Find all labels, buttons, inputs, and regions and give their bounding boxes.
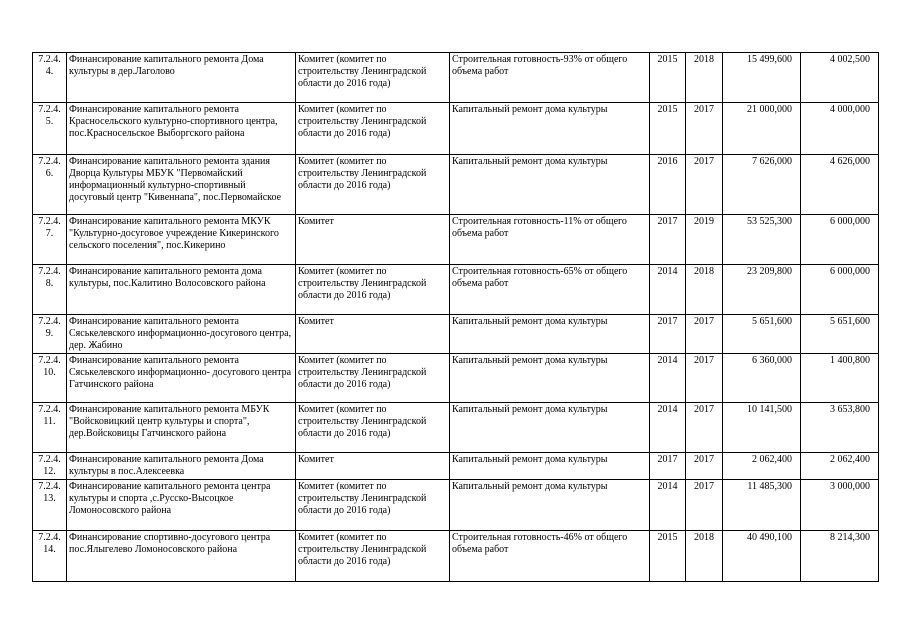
- executor-cell: Комитет (комитет по строительству Ленинградской области до 2016 года): [296, 53, 450, 103]
- expected-result-cell: Строительная готовность-46% от общего объема работ: [450, 531, 650, 582]
- expected-result-cell: Капитальный ремонт дома культуры: [450, 155, 650, 215]
- start-year-cell: 2017: [650, 315, 686, 354]
- funding-amount-cell: 3 000,000: [801, 480, 879, 531]
- expected-result-cell: Капитальный ремонт дома культуры: [450, 480, 650, 531]
- end-year-cell: 2017: [686, 403, 723, 453]
- table-row: [33, 315, 879, 354]
- table-row: [33, 531, 879, 582]
- executor-cell: Комитет (комитет по строительству Ленинградской области до 2016 года): [296, 265, 450, 315]
- table-row: [33, 103, 879, 155]
- total-cost-cell: 5 651,600: [723, 315, 801, 354]
- event-name-cell: Финансирование капитального ремонта МБУК "Войсковицкий центр культуры и спорта", дер.Войсковицы Гатчинского района: [67, 403, 296, 453]
- expected-result-cell: Капитальный ремонт дома культуры: [450, 103, 650, 155]
- executor-cell: Комитет (комитет по строительству Ленинградской области до 2016 года): [296, 354, 450, 403]
- row-number-cell: 7.2.4. 5.: [33, 103, 67, 155]
- funding-amount-cell: 5 651,600: [801, 315, 879, 354]
- row-number-cell: 7.2.4. 7.: [33, 215, 67, 265]
- table-row: [33, 265, 879, 315]
- end-year-cell: 2019: [686, 215, 723, 265]
- table-row: [33, 155, 879, 215]
- funding-amount-cell: 6 000,000: [801, 265, 879, 315]
- table-row: [33, 453, 879, 480]
- end-year-cell: 2018: [686, 53, 723, 103]
- event-name-cell: Финансирование капитального ремонта Дома культуры в пос.Алексеевка: [67, 453, 296, 480]
- row-number-cell: 7.2.4. 14.: [33, 531, 67, 582]
- start-year-cell: 2014: [650, 403, 686, 453]
- expected-result-cell: Капитальный ремонт дома культуры: [450, 354, 650, 403]
- table-row: [33, 403, 879, 453]
- executor-cell: Комитет (комитет по строительству Ленинградской области до 2016 года): [296, 531, 450, 582]
- end-year-cell: 2017: [686, 155, 723, 215]
- total-cost-cell: 53 525,300: [723, 215, 801, 265]
- start-year-cell: 2014: [650, 480, 686, 531]
- total-cost-cell: 40 490,100: [723, 531, 801, 582]
- start-year-cell: 2017: [650, 215, 686, 265]
- row-number-cell: 7.2.4. 10.: [33, 354, 67, 403]
- total-cost-cell: 6 360,000: [723, 354, 801, 403]
- funding-amount-cell: 1 400,800: [801, 354, 879, 403]
- expected-result-cell: Строительная готовность-93% от общего объема работ: [450, 53, 650, 103]
- event-name-cell: Финансирование капитального ремонта Дома культуры в дер.Лаголово: [67, 53, 296, 103]
- total-cost-cell: 2 062,400: [723, 453, 801, 480]
- expected-result-cell: Строительная готовность-65% от общего объема работ: [450, 265, 650, 315]
- table-row: [33, 215, 879, 265]
- start-year-cell: 2014: [650, 354, 686, 403]
- event-name-cell: Финансирование капитального ремонта МКУК "Культурно-досуговое учреждение Кикеринского сельского поселения", пос.Кикерино: [67, 215, 296, 265]
- total-cost-cell: 7 626,000: [723, 155, 801, 215]
- end-year-cell: 2017: [686, 315, 723, 354]
- funding-amount-cell: 4 002,500: [801, 53, 879, 103]
- row-number-cell: 7.2.4. 13.: [33, 480, 67, 531]
- funding-amount-cell: 4 626,000: [801, 155, 879, 215]
- funding-amount-cell: 2 062,400: [801, 453, 879, 480]
- start-year-cell: 2015: [650, 53, 686, 103]
- total-cost-cell: 21 000,000: [723, 103, 801, 155]
- funding-amount-cell: 3 653,800: [801, 403, 879, 453]
- funding-amount-cell: 8 214,300: [801, 531, 879, 582]
- row-number-cell: 7.2.4. 4.: [33, 53, 67, 103]
- row-number-cell: 7.2.4. 8.: [33, 265, 67, 315]
- executor-cell: Комитет: [296, 215, 450, 265]
- expected-result-cell: Строительная готовность-11% от общего объема работ: [450, 215, 650, 265]
- end-year-cell: 2017: [686, 453, 723, 480]
- row-number-cell: 7.2.4. 12.: [33, 453, 67, 480]
- table-row: [33, 354, 879, 403]
- start-year-cell: 2017: [650, 453, 686, 480]
- event-name-cell: Финансирование капитального ремонта дома культуры, пос.Калитино Волосовского района: [67, 265, 296, 315]
- start-year-cell: 2016: [650, 155, 686, 215]
- table-body: [33, 53, 879, 582]
- expected-result-cell: Капитальный ремонт дома культуры: [450, 453, 650, 480]
- executor-cell: Комитет: [296, 453, 450, 480]
- expected-result-cell: Капитальный ремонт дома культуры: [450, 403, 650, 453]
- executor-cell: Комитет (комитет по строительству Ленинградской области до 2016 года): [296, 403, 450, 453]
- program-table: [32, 52, 879, 582]
- total-cost-cell: 15 499,600: [723, 53, 801, 103]
- start-year-cell: 2015: [650, 531, 686, 582]
- total-cost-cell: 10 141,500: [723, 403, 801, 453]
- event-name-cell: Финансирование капитального ремонта Сяськелевского информационно- досугового центра Гатчинского района: [67, 354, 296, 403]
- row-number-cell: 7.2.4. 6.: [33, 155, 67, 215]
- table-row: [33, 480, 879, 531]
- executor-cell: Комитет (комитет по строительству Ленинградской области до 2016 года): [296, 480, 450, 531]
- event-name-cell: Финансирование капитального ремонта центра культуры и спорта ,с.Русско-Высоцкое Ломоносовского района: [67, 480, 296, 531]
- executor-cell: Комитет: [296, 315, 450, 354]
- expected-result-cell: Капитальный ремонт дома культуры: [450, 315, 650, 354]
- total-cost-cell: 11 485,300: [723, 480, 801, 531]
- event-name-cell: Финансирование капитального ремонта Сяськелевского информационно-досугового центра, дер. Жабино: [67, 315, 296, 354]
- start-year-cell: 2015: [650, 103, 686, 155]
- start-year-cell: 2014: [650, 265, 686, 315]
- end-year-cell: 2018: [686, 531, 723, 582]
- end-year-cell: 2017: [686, 103, 723, 155]
- end-year-cell: 2017: [686, 480, 723, 531]
- row-number-cell: 7.2.4. 9.: [33, 315, 67, 354]
- executor-cell: Комитет (комитет по строительству Ленинградской области до 2016 года): [296, 103, 450, 155]
- end-year-cell: 2018: [686, 265, 723, 315]
- event-name-cell: Финансирование капитального ремонта Красносельского культурно-спортивного центра, пос.Красносельское Выборгского района: [67, 103, 296, 155]
- executor-cell: Комитет (комитет по строительству Ленинградской области до 2016 года): [296, 155, 450, 215]
- table-row: [33, 53, 879, 103]
- event-name-cell: Финансирование капитального ремонта здания Дворца Культуры МБУК "Первомайский информационный культурно-спортивный досуговый центр "Кивеннапа", пос.Первомайское: [67, 155, 296, 215]
- funding-amount-cell: 4 000,000: [801, 103, 879, 155]
- end-year-cell: 2017: [686, 354, 723, 403]
- row-number-cell: 7.2.4. 11.: [33, 403, 67, 453]
- funding-amount-cell: 6 000,000: [801, 215, 879, 265]
- event-name-cell: Финансирование спортивно-досугового центра пос.Ялыгелево Ломоносовского района: [67, 531, 296, 582]
- total-cost-cell: 23 209,800: [723, 265, 801, 315]
